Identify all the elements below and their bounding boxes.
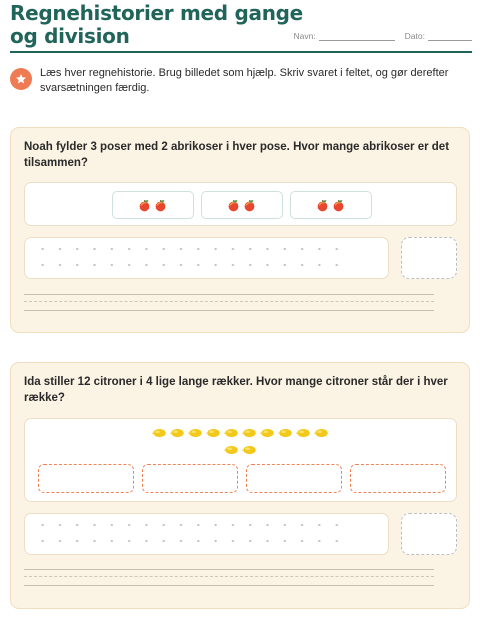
answer-sentence-line[interactable]	[24, 294, 434, 295]
name-label: Navn:	[293, 31, 316, 41]
apricot-icon	[332, 199, 345, 212]
answer-sentence-guide	[24, 576, 434, 577]
problem-card-1	[10, 127, 470, 333]
problem-1-question: Noah fylder 3 poser med 2 abrikoser i hver pose. Hvor mange abrikoser er det tilsammen?	[24, 141, 450, 169]
worksheet-header	[10, 2, 472, 54]
answer-sentence-line[interactable]	[24, 310, 434, 311]
problem-2-picture	[24, 418, 457, 502]
lemon-icon	[224, 428, 239, 438]
lemon-icon	[242, 445, 257, 455]
star-icon	[10, 68, 32, 90]
bag-group	[112, 191, 194, 219]
answer-sentence-line[interactable]	[24, 585, 434, 586]
lemon-icon	[224, 445, 239, 455]
bag-group	[201, 191, 283, 219]
lemon-icon	[170, 428, 185, 438]
lemon-icon	[296, 428, 311, 438]
apricot-icon	[138, 199, 151, 212]
bag-group	[290, 191, 372, 219]
lemon-icon	[260, 428, 275, 438]
problem-2-question: Ida stiller 12 citroner i 4 lige lange rækker. Hvor mange citroner står der i hver række?	[24, 376, 448, 404]
apricot-icon	[243, 199, 256, 212]
date-label: Dato:	[404, 31, 425, 41]
lemon-icon	[188, 428, 203, 438]
row-slot[interactable]	[142, 464, 238, 493]
row-slot[interactable]	[350, 464, 446, 493]
problem-2-work-area[interactable]	[24, 513, 389, 555]
date-field[interactable]	[405, 31, 472, 41]
name-date-fields	[283, 31, 472, 41]
instructions	[10, 66, 472, 96]
dot-row	[34, 264, 344, 266]
page-title-line-1: Regnehistorier med gange	[10, 1, 303, 25]
page-title	[10, 2, 472, 48]
header-divider	[10, 51, 472, 53]
apricot-icon	[227, 199, 240, 212]
name-field[interactable]	[293, 31, 394, 41]
instruction-text: Læs hver regnehistorie. Brug billedet som hjælp. Skriv svaret i feltet, og gør derefter svarsætningen færdig.	[40, 67, 449, 94]
lemon-icon	[206, 428, 221, 438]
dot-row	[34, 524, 344, 526]
lemon-icon	[242, 428, 257, 438]
apricot-icon	[316, 199, 329, 212]
problem-1-picture	[24, 182, 457, 226]
date-line[interactable]	[428, 32, 472, 41]
page-title-line-2: og division	[10, 24, 130, 48]
answer-sentence-line[interactable]	[24, 569, 434, 570]
row-slot[interactable]	[246, 464, 342, 493]
lemon-icon	[152, 428, 167, 438]
name-line[interactable]	[319, 32, 395, 41]
problem-card-2	[10, 362, 470, 609]
answer-sentence-guide	[24, 301, 434, 302]
problem-1-work-area[interactable]	[24, 237, 389, 279]
dot-row	[34, 248, 344, 250]
problem-1-answer-box[interactable]	[401, 237, 457, 279]
lemon-row	[25, 428, 456, 438]
lemon-icon	[278, 428, 293, 438]
lemon-icon	[314, 428, 329, 438]
apricot-icon	[154, 199, 167, 212]
row-slot[interactable]	[38, 464, 134, 493]
dot-row	[34, 540, 344, 542]
problem-2-answer-box[interactable]	[401, 513, 457, 555]
lemon-row	[25, 445, 456, 455]
